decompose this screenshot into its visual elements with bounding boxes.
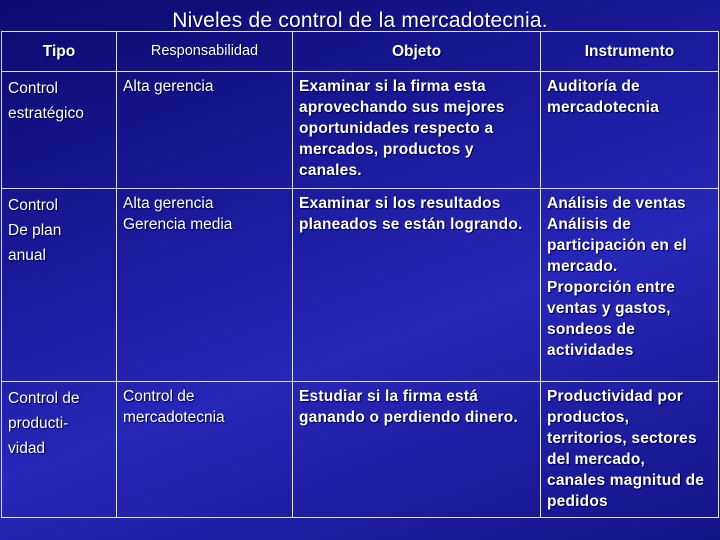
cell-responsabilidad	[117, 382, 293, 518]
table-row	[2, 382, 719, 518]
cell-line: planeados se están logrando.	[299, 215, 523, 233]
cell-line: Auditoría de	[547, 77, 640, 95]
cell-line: Control de	[8, 390, 80, 408]
cell-line: canales magnitud de	[547, 472, 705, 490]
cell-line: mercadotecnia	[123, 409, 225, 427]
cell-line: vidad	[8, 440, 46, 458]
table-row	[2, 188, 719, 382]
cell-objeto	[293, 188, 541, 382]
header-instrumento: Instrumento	[541, 32, 719, 72]
cell-objeto	[293, 382, 541, 518]
cell-instrumento	[541, 382, 719, 518]
cell-line: del mercado,	[547, 451, 646, 469]
header-responsabilidad: Responsabilidad	[117, 32, 293, 72]
cell-line: Productividad por	[547, 388, 684, 406]
header-tipo: Tipo	[2, 32, 117, 72]
cell-line: oportunidades respecto a	[299, 119, 494, 137]
cell-line: participación en el	[547, 236, 687, 254]
cell-line: Examinar si los resultados	[299, 194, 501, 212]
cell-line: Examinar si la firma esta	[299, 77, 486, 95]
cell-line: productos,	[547, 409, 630, 427]
cell-line: sondeos de	[547, 320, 636, 338]
cell-line: estratégico	[8, 104, 84, 122]
cell-line: Control	[8, 79, 58, 97]
cell-line: actividades	[547, 341, 634, 359]
header-objeto: Objeto	[293, 32, 541, 72]
cell-tipo	[2, 71, 117, 188]
cell-instrumento	[541, 188, 719, 382]
cell-line: Estudiar si la firma está	[299, 388, 479, 406]
cell-line: Análisis de ventas	[547, 194, 686, 212]
cell-line: De plan	[8, 221, 62, 239]
cell-line: mercadotecnia	[547, 98, 660, 116]
cell-line: mercado.	[547, 257, 618, 275]
slide-title: Niveles de control de la mercadotecnia.	[172, 9, 548, 32]
table-row	[2, 71, 719, 188]
cell-line: Análisis de	[547, 215, 632, 233]
control-levels-table	[1, 31, 719, 518]
cell-objeto	[293, 71, 541, 188]
cell-line: ventas y gastos,	[547, 299, 671, 317]
cell-line: Alta gerencia	[123, 77, 214, 95]
cell-line: aprovechando sus mejores	[299, 98, 505, 116]
cell-line: Alta gerencia	[123, 194, 214, 212]
table-header-row	[2, 32, 719, 72]
cell-line: producti-	[8, 415, 69, 433]
cell-line: territorios, sectores	[547, 430, 697, 448]
cell-line: pedidos	[547, 493, 608, 511]
cell-responsabilidad	[117, 188, 293, 382]
cell-line: ganando o perdiendo dinero.	[299, 409, 518, 427]
cell-tipo	[2, 188, 117, 382]
cell-line: Proporción entre	[547, 278, 676, 296]
cell-line: Control	[8, 196, 58, 214]
cell-line: canales.	[299, 161, 362, 179]
cell-instrumento	[541, 71, 719, 188]
cell-tipo	[2, 382, 117, 518]
cell-line: mercados, productos y	[299, 140, 474, 158]
cell-line: anual	[8, 246, 46, 264]
cell-line: Control de	[123, 388, 195, 406]
cell-responsabilidad	[117, 71, 293, 188]
cell-line: Gerencia media	[123, 215, 233, 233]
